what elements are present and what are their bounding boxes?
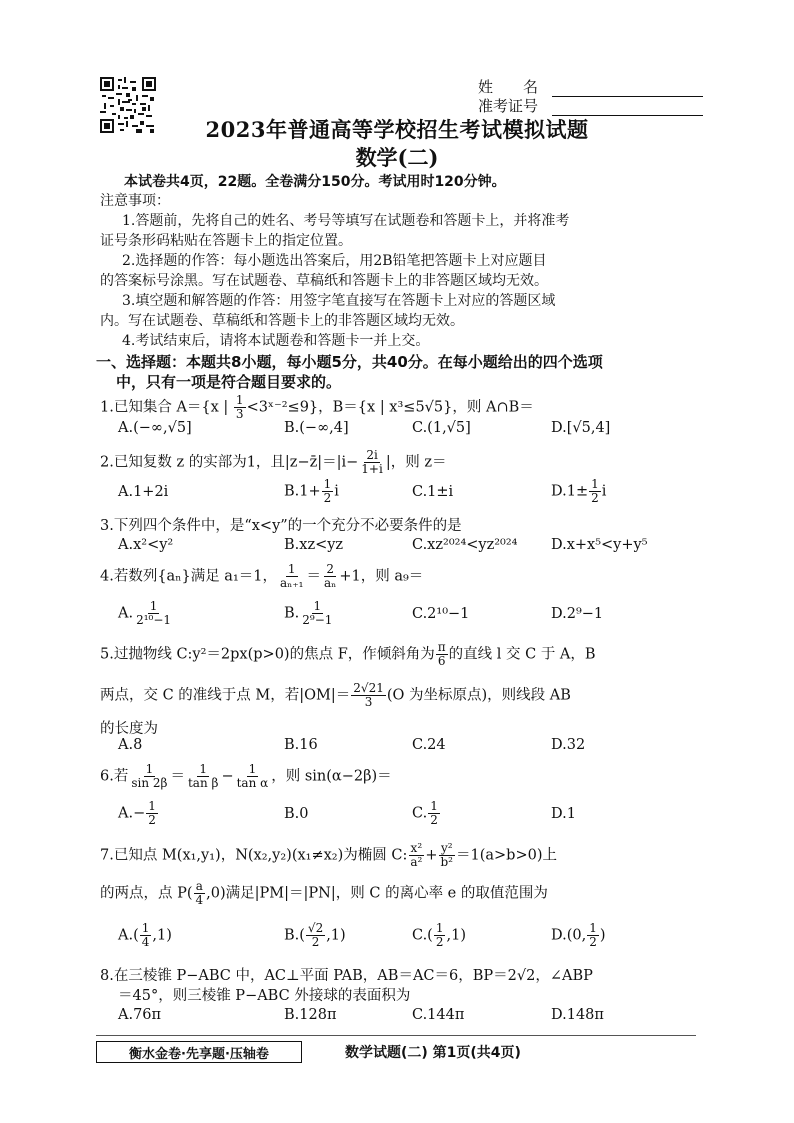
note-1a: 1.答题前，先将自己的姓名、考号等填写在试题卷和答题卡上，并将准考 — [122, 213, 570, 229]
footer-page-number: 数学试题(二) 第1页(共4页) — [345, 1045, 521, 1061]
question-6-option-a[interactable]: A.− $\frac{1}{2}$ — [118, 799, 156, 827]
note-2b: 的答案标号涂黑。写在试题卷、草稿纸和答题卡上的非答题区域均无效。 — [100, 273, 548, 289]
exam-title: 2023年普通高等学校招生考试模拟试题 — [205, 117, 589, 142]
question-3-option-c[interactable]: C.xz²⁰²⁴<yz²⁰²⁴ — [412, 537, 518, 553]
question-6-option-b[interactable]: B.0 — [284, 806, 309, 822]
candidate-fields — [478, 78, 703, 116]
note-4: 4.考试结束后，请将本试题卷和答题卡一并上交。 — [122, 333, 430, 349]
exam-subtitle: 数学(二) — [355, 145, 439, 170]
footer-divider — [96, 1035, 696, 1036]
notes-heading: 注意事项： — [100, 193, 170, 209]
question-7-option-d[interactable]: D.(0, $\frac{1}{2}$ ) — [551, 921, 606, 949]
question-8-option-a[interactable]: A.76π — [118, 1007, 162, 1023]
id-label: 准考证号 — [478, 97, 539, 115]
question-2-option-d[interactable]: D.1± $\frac{1}{2}$ i — [551, 477, 607, 505]
question-3-option-a[interactable]: A.x²<y² — [118, 537, 174, 553]
question-4-stem: 4.若数列{aₙ}满足 a₁＝1， $\frac{1}{\text{aₙ₊₁}}$ ＝ $\frac{2}{\text{aₙ}}$ +1，则 a₉＝ — [100, 562, 424, 590]
question-1-stem: 1.已知集合 A＝{x | $\frac{1}{3}$ <3ˣ⁻²≤9}，B＝{x | x³≤5√5}，则 A∩B＝ — [100, 393, 534, 421]
question-4-option-c[interactable]: C.2¹⁰−1 — [412, 606, 470, 622]
question-7-option-a[interactable]: A.( $\frac{1}{4}$ ,1) — [118, 921, 172, 949]
question-8-option-c[interactable]: C.144π — [412, 1007, 465, 1023]
question-1-option-c[interactable]: C.(1,√5] — [412, 420, 471, 436]
note-3b: 内。写在试题卷、草稿纸和答题卡上的非答题区域均无效。 — [100, 313, 464, 329]
question-8-line2: ＝45°，则三棱锥 P−ABC 外接球的表面积为 — [118, 988, 411, 1004]
name-label: 姓 名 — [478, 78, 539, 96]
name-line[interactable] — [552, 82, 703, 97]
question-5-line2: 两点，交 C 的准线于点 M，若|OM|＝ $\frac{2√21}{3}$ (O 为坐标原点)，则线段 AB — [100, 681, 571, 709]
question-7-option-c[interactable]: C.( $\frac{1}{2}$ ,1) — [412, 921, 466, 949]
question-8-option-b[interactable]: B.128π — [284, 1007, 337, 1023]
question-3-stem: 3.下列四个条件中，是“x<y”的一个充分不必要条件的是 — [100, 518, 462, 534]
question-1-option-b[interactable]: B.(−∞,4] — [284, 420, 349, 436]
question-5-option-b[interactable]: B.16 — [284, 737, 318, 753]
question-4-option-b[interactable]: B. $\frac{1}{\text{2⁹−1}}$ — [284, 599, 333, 627]
question-5-line1: 5.过抛物线 C:y²＝2px(p>0)的焦点 F，作倾斜角为 $\frac{\pi}{6}$ 的直线 l 交 C 于 A，B — [100, 640, 596, 668]
note-3a: 3.填空题和解答题的作答：用签字笔直接写在答题卡上对应的答题区域 — [122, 293, 556, 309]
question-2-option-b[interactable]: B.1+ $\frac{1}{2}$ i — [284, 477, 339, 505]
question-3-option-d[interactable]: D.x+x⁵<y+y⁵ — [551, 537, 648, 553]
question-7-line2: 的两点，点 P( $\frac{a}{4}$ ,0)满足|PM|＝|PN|，则 C 的离心率 e 的取值范围为 — [100, 879, 548, 907]
question-1-option-a[interactable]: A.(−∞,√5] — [118, 420, 192, 436]
question-6-option-c[interactable]: C. $\frac{1}{2}$ — [412, 799, 438, 827]
note-2a: 2.选择题的作答：每小题选出答案后，用2B铅笔把答题卡上对应题目 — [122, 253, 547, 269]
section-1-line1: 一、选择题：本题共8小题，每小题5分，共40分。在每小题给出的四个选项 — [96, 353, 603, 371]
question-5-option-c[interactable]: C.24 — [412, 737, 446, 753]
section-1-line2: 中，只有一项是符合题目要求的。 — [116, 373, 342, 391]
question-8-line1: 8.在三棱锥 P−ABC 中，AC⊥平面 PAB，AB＝AC＝6，BP＝2√2，∠ABP — [100, 968, 593, 984]
question-3-option-b[interactable]: B.xz<yz — [284, 537, 344, 553]
note-1b: 证号条形码粘贴在答题卡上的指定位置。 — [100, 233, 352, 249]
question-4-option-d[interactable]: D.2⁹−1 — [551, 606, 604, 622]
name-field[interactable] — [478, 78, 703, 97]
question-6-option-d[interactable]: D.1 — [551, 806, 576, 822]
question-2-stem: 2.已知复数 z 的实部为1，且|z−z̄|＝|i− $\frac{2i}{1+i}$ |，则 z＝ — [100, 448, 447, 476]
question-5-line3: 的长度为 — [100, 721, 158, 737]
question-4-option-a[interactable]: A. $\frac{1}{\text{2¹⁰−1}}$ — [118, 599, 172, 627]
question-1-option-d[interactable]: D.[√5,4] — [551, 420, 611, 436]
question-2-option-a[interactable]: A.1+2i — [118, 484, 169, 500]
footer-brand: 衡水金卷·先享题·压轴卷 — [96, 1041, 302, 1063]
question-5-option-d[interactable]: D.32 — [551, 737, 586, 753]
question-8-option-d[interactable]: D.148π — [551, 1007, 604, 1023]
question-7-option-b[interactable]: B.( $\frac{√2}{2}$ ,1) — [284, 921, 346, 949]
question-5-option-a[interactable]: A.8 — [118, 737, 143, 753]
question-7-line1: 7.已知点 M(x₁,y₁)，N(x₂,y₂)(x₁≠x₂)为椭圆 C: $\frac{\text{x²}}{\text{a²}}$ + $\frac{\text{y²}}{\text{b²}}$ ＝1(a>b>0)上 — [100, 841, 557, 869]
question-6-stem: 6.若 $\frac{1}{\sin 2\beta}$ ＝ $\frac{1}{\text{tan β}}$ − $\frac{1}{\text{tan α}}$ ，则 sin(α−2β)＝ — [100, 762, 392, 790]
question-2-option-c[interactable]: C.1±i — [412, 484, 454, 500]
exam-intro: 本试卷共4页，22题。全卷满分150分。考试用时120分钟。 — [124, 174, 506, 190]
